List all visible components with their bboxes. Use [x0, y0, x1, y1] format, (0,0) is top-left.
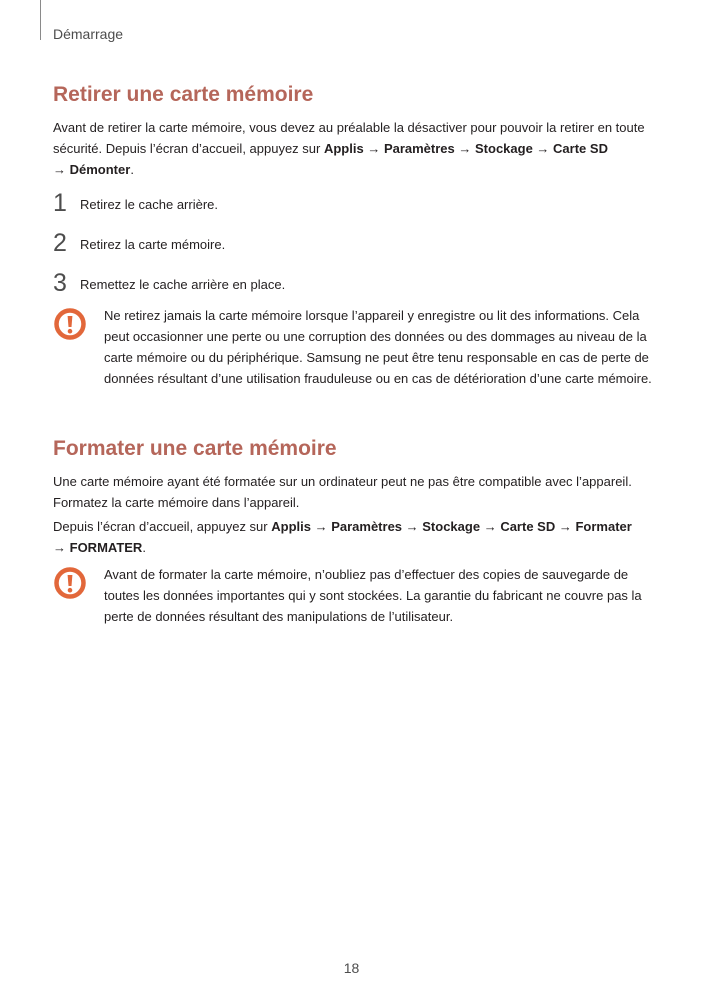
- path-step: Applis: [271, 519, 311, 534]
- lead-text: Depuis l’écran d’accueil, appuyez sur: [53, 519, 272, 534]
- path-step: Carte SD: [553, 141, 608, 156]
- path-step: Stockage: [422, 519, 481, 534]
- step-number: 3: [53, 269, 67, 297]
- path-step: Paramètres: [331, 519, 403, 534]
- path-arrow: →: [454, 141, 475, 156]
- path-arrow: →: [555, 519, 576, 534]
- path-step: Carte SD: [500, 519, 556, 534]
- step-number: 2: [53, 229, 67, 257]
- page-number: 18: [343, 960, 360, 976]
- path-arrow: →: [532, 141, 554, 156]
- path-arrow: →: [53, 162, 70, 177]
- path-arrow: →: [363, 141, 384, 156]
- path-step: Stockage: [475, 141, 533, 156]
- warning-icon: [53, 307, 87, 341]
- sentence-end: .: [130, 162, 134, 177]
- format-card-instructions: [53, 516, 653, 558]
- path-arrow: →: [402, 519, 423, 534]
- sentence-end: .: [142, 540, 146, 555]
- warning-text: Ne retirez jamais la carte mémoire lorsque l’appareil y enregistre ou lit des informations. Cela peut occasionner une perte ou une corruption des données ou des dommages au niveau de la carte mémoire ou du périphérique. Samsung ne peut être tenu responsable en cas de perte de données résultant d’une utilisation frauduleuse ou en cas de détérioration d’une carte mémoire.: [104, 308, 652, 386]
- path-step: Paramètres: [383, 141, 455, 156]
- step-number: 1: [53, 189, 67, 217]
- path-step: FORMATER: [69, 540, 143, 555]
- warning-text: Avant de formater la carte mémoire, n’oubliez pas d’effectuer des copies de sauvegarde de toutes les données importantes qui y sont stockées. La garantie du fabricant ne couvre pas la perte de données résultant des manipulations de l’utilisateur.: [104, 567, 642, 624]
- step-text: Retirez le cache arrière.: [80, 197, 218, 212]
- warning-icon: [53, 566, 87, 600]
- page-margin-rule: [40, 0, 41, 40]
- step-text: Retirez la carte mémoire.: [80, 237, 226, 252]
- path-arrow: →: [310, 519, 332, 534]
- remove-card-instructions: [53, 117, 653, 180]
- path-arrow: →: [53, 540, 70, 555]
- section-title-format-card: Formater une carte mémoire: [53, 437, 337, 460]
- path-step: Applis: [323, 141, 364, 156]
- path-step: Démonter: [69, 162, 131, 177]
- path-step: Formater: [575, 519, 632, 534]
- running-header: Démarrage: [53, 26, 124, 42]
- format-card-intro: Une carte mémoire ayant été formatée sur un ordinateur peut ne pas être compatible avec l’appareil. Formatez la carte mémoire dans l’appareil.: [53, 474, 632, 510]
- path-arrow: →: [480, 519, 501, 534]
- section-title-remove-card: Retirer une carte mémoire: [53, 83, 314, 106]
- step-text: Remettez le cache arrière en place.: [80, 277, 286, 292]
- intro-text: Avant de retirer la carte mémoire, vous devez au préalable la désactiver pour pouvoir la retirer en toute sécurité. Depuis l’écran d’accueil, appuyez sur: [53, 120, 645, 156]
